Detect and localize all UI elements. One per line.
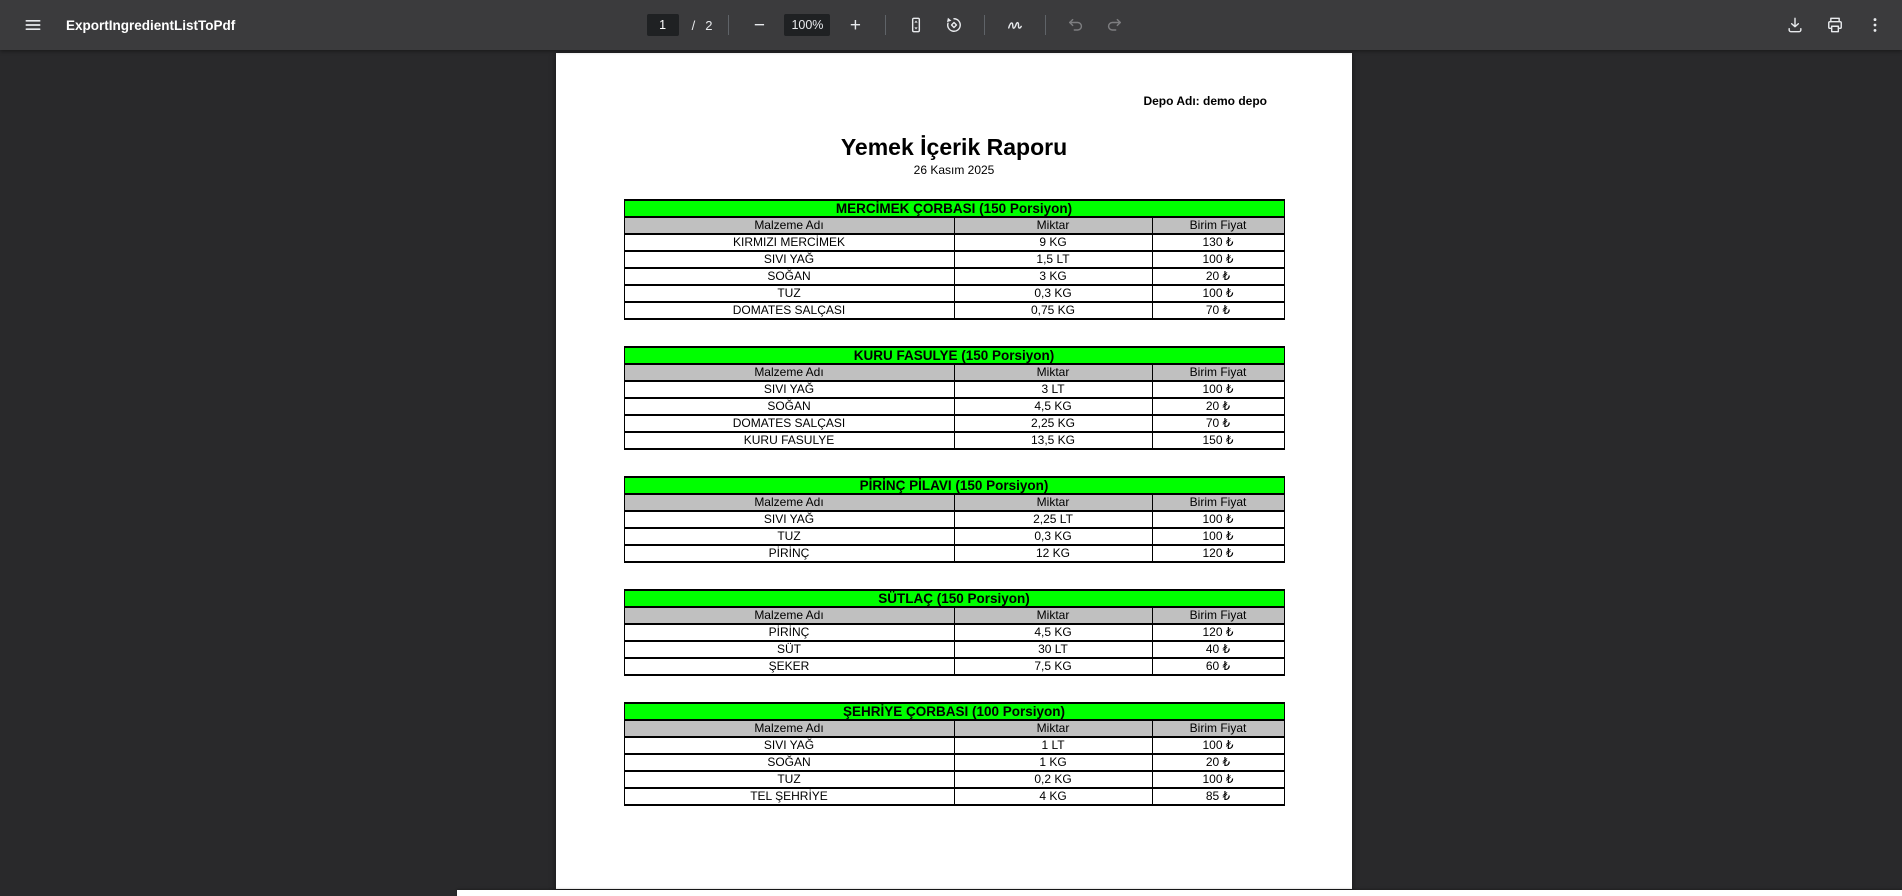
warehouse-label: Depo Adı: demo depo xyxy=(1143,94,1267,108)
annotate-button[interactable] xyxy=(998,8,1032,42)
ingredient-unit-price: 100 ₺ xyxy=(1152,771,1284,788)
ingredient-unit-price: 100 ₺ xyxy=(1152,511,1284,528)
column-header: Malzeme Adı xyxy=(624,364,954,381)
column-header: Miktar xyxy=(954,720,1152,737)
column-header: Miktar xyxy=(954,607,1152,624)
undo-icon xyxy=(1066,15,1086,35)
ingredient-unit-price: 100 ₺ xyxy=(1152,737,1284,754)
ingredient-name: PİRİNÇ xyxy=(624,545,954,562)
page-total: 2 xyxy=(705,17,713,33)
recipe-table xyxy=(624,199,1285,320)
ingredient-name: KIRMIZI MERCİMEK xyxy=(624,234,954,251)
column-header: Birim Fiyat xyxy=(1152,720,1284,737)
ingredient-unit-price: 100 ₺ xyxy=(1152,528,1284,545)
ingredient-row xyxy=(624,658,1284,675)
zoom-in-button[interactable]: + xyxy=(838,8,872,42)
ingredient-unit-price: 100 ₺ xyxy=(1152,251,1284,268)
pdf-page-1 xyxy=(556,53,1352,889)
recipe-table-title: PİRİNÇ PİLAVI (150 Porsiyon) xyxy=(624,477,1284,494)
pdf-page-2-top-edge xyxy=(457,890,1902,896)
ingredient-unit-price: 60 ₺ xyxy=(1152,658,1284,675)
ingredient-quantity: 30 LT xyxy=(954,641,1152,658)
recipe-table xyxy=(624,346,1285,450)
toolbar-divider xyxy=(885,15,886,35)
ingredient-unit-price: 70 ₺ xyxy=(1152,302,1284,319)
toolbar-right xyxy=(1196,8,1902,42)
column-header: Birim Fiyat xyxy=(1152,364,1284,381)
menu-button[interactable] xyxy=(16,8,50,42)
ingredient-name: SÜT xyxy=(624,641,954,658)
print-icon xyxy=(1825,15,1845,35)
ingredient-quantity: 2,25 LT xyxy=(954,511,1152,528)
ingredient-unit-price: 100 ₺ xyxy=(1152,285,1284,302)
column-header: Malzeme Adı xyxy=(624,607,954,624)
more-options-button[interactable] xyxy=(1858,8,1892,42)
ingredient-name: TUZ xyxy=(624,285,954,302)
ingredient-quantity: 13,5 KG xyxy=(954,432,1152,449)
ingredient-row xyxy=(624,528,1284,545)
ingredient-unit-price: 120 ₺ xyxy=(1152,624,1284,641)
ingredient-row xyxy=(624,641,1284,658)
ingredient-name: TEL ŞEHRİYE xyxy=(624,788,954,805)
download-icon xyxy=(1785,15,1805,35)
ingredient-row xyxy=(624,285,1284,302)
ingredient-unit-price: 150 ₺ xyxy=(1152,432,1284,449)
toolbar-divider xyxy=(1045,15,1046,35)
fit-page-icon xyxy=(906,15,926,35)
ingredient-row xyxy=(624,381,1284,398)
toolbar-divider xyxy=(984,15,985,35)
pdf-viewport[interactable] xyxy=(0,50,1902,896)
ingredient-row xyxy=(624,737,1284,754)
column-header: Birim Fiyat xyxy=(1152,607,1284,624)
ingredient-name: KURU FASULYE xyxy=(624,432,954,449)
ingredient-unit-price: 40 ₺ xyxy=(1152,641,1284,658)
rotate-button[interactable] xyxy=(937,8,971,42)
toolbar-left xyxy=(0,8,712,42)
ingredient-name: SIVI YAĞ xyxy=(624,251,954,268)
column-header: Miktar xyxy=(954,364,1152,381)
column-header: Miktar xyxy=(954,217,1152,234)
zoom-level[interactable]: 100% xyxy=(784,14,830,36)
recipe-table xyxy=(624,589,1285,676)
column-header: Malzeme Adı xyxy=(624,494,954,511)
ingredient-name: ŞEKER xyxy=(624,658,954,675)
ingredient-quantity: 3 KG xyxy=(954,268,1152,285)
ingredient-row xyxy=(624,398,1284,415)
ingredient-quantity: 9 KG xyxy=(954,234,1152,251)
ingredient-unit-price: 85 ₺ xyxy=(1152,788,1284,805)
ingredient-quantity: 4 KG xyxy=(954,788,1152,805)
ingredient-quantity: 1,5 LT xyxy=(954,251,1152,268)
ingredient-unit-price: 100 ₺ xyxy=(1152,381,1284,398)
hamburger-menu-icon xyxy=(23,15,43,35)
ingredient-quantity: 4,5 KG xyxy=(954,624,1152,641)
ingredient-unit-price: 20 ₺ xyxy=(1152,398,1284,415)
ingredient-row xyxy=(624,432,1284,449)
column-header: Malzeme Adı xyxy=(624,217,954,234)
print-button[interactable] xyxy=(1818,8,1852,42)
column-header: Miktar xyxy=(954,494,1152,511)
ingredient-unit-price: 120 ₺ xyxy=(1152,545,1284,562)
ingredient-name: TUZ xyxy=(624,528,954,545)
ingredient-quantity: 0,3 KG xyxy=(954,528,1152,545)
tables-container xyxy=(556,199,1352,806)
ingredient-row xyxy=(624,268,1284,285)
undo-button[interactable] xyxy=(1059,8,1093,42)
ingredient-name: SIVI YAĞ xyxy=(624,737,954,754)
ingredient-row xyxy=(624,302,1284,319)
rotate-counterclockwise-icon xyxy=(944,15,964,35)
ingredient-name: DOMATES SALÇASI xyxy=(624,302,954,319)
ingredient-quantity: 4,5 KG xyxy=(954,398,1152,415)
ingredient-name: SOĞAN xyxy=(624,754,954,771)
ingredient-row xyxy=(624,251,1284,268)
ingredient-quantity: 2,25 KG xyxy=(954,415,1152,432)
ingredient-quantity: 12 KG xyxy=(954,545,1152,562)
report-title: Yemek İçerik Raporu xyxy=(840,134,1068,160)
ingredient-row xyxy=(624,415,1284,432)
more-vertical-icon xyxy=(1865,15,1885,35)
ingredient-row xyxy=(624,788,1284,805)
ingredient-name: SOĞAN xyxy=(624,268,954,285)
recipe-table-title: ŞEHRİYE ÇORBASI (100 Porsiyon) xyxy=(624,703,1284,720)
recipe-table-title: SÜTLAÇ (150 Porsiyon) xyxy=(624,590,1284,607)
column-header: Birim Fiyat xyxy=(1152,217,1284,234)
recipe-table xyxy=(624,476,1285,563)
toolbar-center xyxy=(647,8,1132,42)
ingredient-row xyxy=(624,545,1284,562)
ingredient-quantity: 7,5 KG xyxy=(954,658,1152,675)
ingredient-unit-price: 130 ₺ xyxy=(1152,234,1284,251)
recipe-table-title: KURU FASULYE (150 Porsiyon) xyxy=(624,347,1284,364)
ingredient-name: PİRİNÇ xyxy=(624,624,954,641)
ingredient-name: TUZ xyxy=(624,771,954,788)
ingredient-quantity: 1 KG xyxy=(954,754,1152,771)
toolbar-divider xyxy=(728,15,729,35)
ingredient-row xyxy=(624,234,1284,251)
page-separator: / xyxy=(691,17,696,33)
download-button[interactable] xyxy=(1778,8,1812,42)
ingredient-row xyxy=(624,754,1284,771)
pdf-toolbar xyxy=(0,0,1902,50)
redo-icon xyxy=(1104,15,1124,35)
ingredient-row xyxy=(624,624,1284,641)
ingredient-row xyxy=(624,771,1284,788)
ingredient-unit-price: 20 ₺ xyxy=(1152,268,1284,285)
document-title: ExportIngredientListToPdf xyxy=(66,17,236,33)
annotate-ink-icon xyxy=(1005,15,1025,35)
ingredient-quantity: 0,3 KG xyxy=(954,285,1152,302)
ingredient-quantity: 1 LT xyxy=(954,737,1152,754)
ingredient-unit-price: 70 ₺ xyxy=(1152,415,1284,432)
ingredient-row xyxy=(624,511,1284,528)
report-date: 26 Kasım 2025 xyxy=(913,163,995,177)
ingredient-name: DOMATES SALÇASI xyxy=(624,415,954,432)
recipe-table xyxy=(624,702,1285,806)
ingredient-unit-price: 20 ₺ xyxy=(1152,754,1284,771)
zoom-out-button[interactable]: − xyxy=(742,8,776,42)
ingredient-name: SIVI YAĞ xyxy=(624,511,954,528)
column-header: Birim Fiyat xyxy=(1152,494,1284,511)
redo-button[interactable] xyxy=(1097,8,1131,42)
ingredient-quantity: 3 LT xyxy=(954,381,1152,398)
page-number-input[interactable] xyxy=(647,14,679,36)
ingredient-quantity: 0,2 KG xyxy=(954,771,1152,788)
column-header: Malzeme Adı xyxy=(624,720,954,737)
fit-page-button[interactable] xyxy=(899,8,933,42)
ingredient-name: SOĞAN xyxy=(624,398,954,415)
ingredient-quantity: 0,75 KG xyxy=(954,302,1152,319)
recipe-table-title: MERCİMEK ÇORBASI (150 Porsiyon) xyxy=(624,200,1284,217)
ingredient-name: SIVI YAĞ xyxy=(624,381,954,398)
